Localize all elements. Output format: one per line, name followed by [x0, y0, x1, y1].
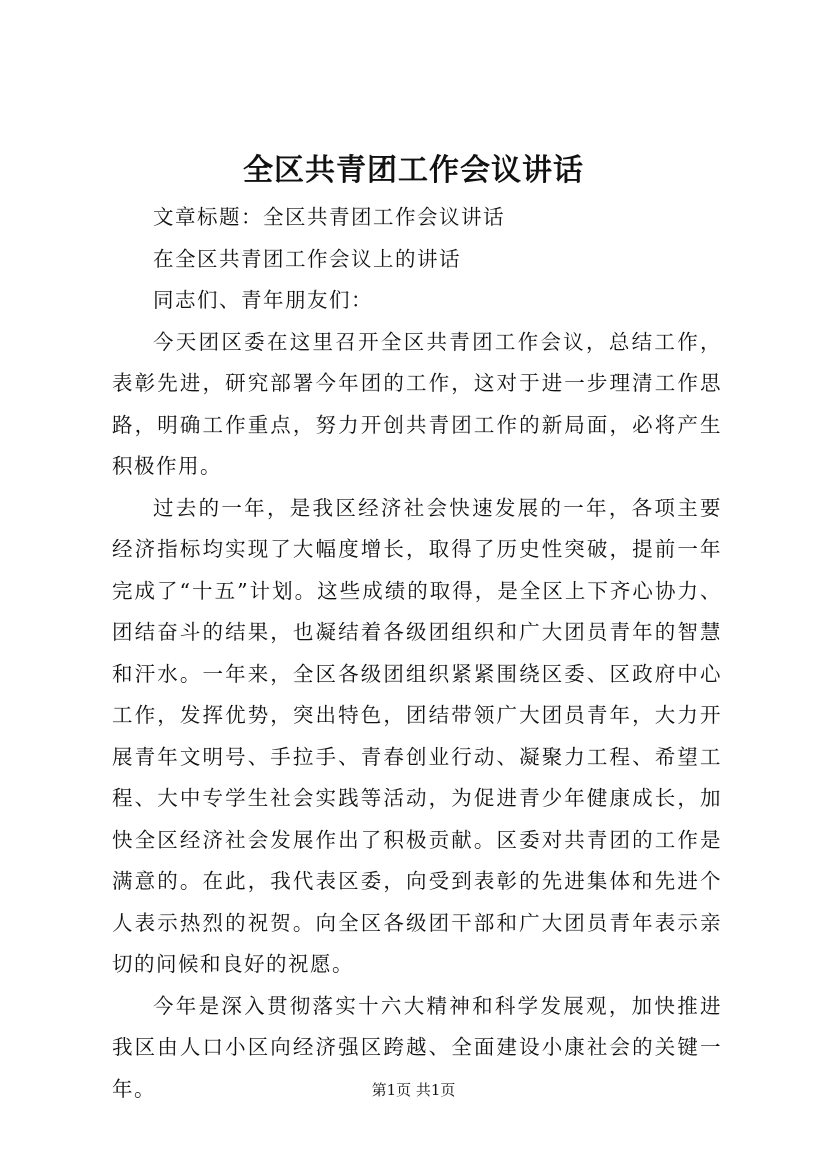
- document-title: 全区共青团工作会议讲话: [243, 153, 584, 188]
- article-title-line: 文章标题：全区共青团工作会议讲话: [153, 205, 505, 229]
- body-paragraph: 过去的一年，是我区经济社会快速发展的一年，各项主要经济指标均实现了大幅度增长，取得了历史性突破，提前一年完成了“十五”计划。这些成绩的取得，是全区上下齐心协力、团结奋斗的结果，也凝结着各级团组织和广大团员青年的智慧和汗水。一年来，全区各级团组织紧紧围绕区委、区政府中心工作，发挥优势，突出特色，团结带领广大团员青年，大力开展青年文明号、手拉手、青春创业行动、凝聚力工程、希望工程、大中专学生社会实践等活动，为促进青少年健康成长，加快全区经济社会发展作出了积极贡献。区委对共青团的工作是满意的。在此，我代表区委，向受到表彰的先进集体和先进个人表示热烈的祝贺。向全区各级团干部和广大团员青年表示亲切的问候和良好的祝愿。: [112, 495, 722, 976]
- page-footer: 第1页 共1页: [371, 1081, 456, 1099]
- salutation: 同志们、青年朋友们：: [153, 288, 373, 312]
- body-paragraph: 今年是深入贯彻落实十六大精神和科学发展观，加快推进我区由人口小区向经济强区跨越、全面建设小康社会的关键一年。: [112, 993, 722, 1101]
- document-body: [112, 197, 722, 1110]
- speech-heading: 在全区共青团工作会议上的讲话: [153, 246, 461, 271]
- body-paragraph: 今天团区委在这里召开全区共青团工作会议，总结工作，表彰先进，研究部署今年团的工作，这对于进一步理清工作思路，明确工作重点，努力开创共青团工作的新局面，必将产生积极作用。: [112, 329, 722, 478]
